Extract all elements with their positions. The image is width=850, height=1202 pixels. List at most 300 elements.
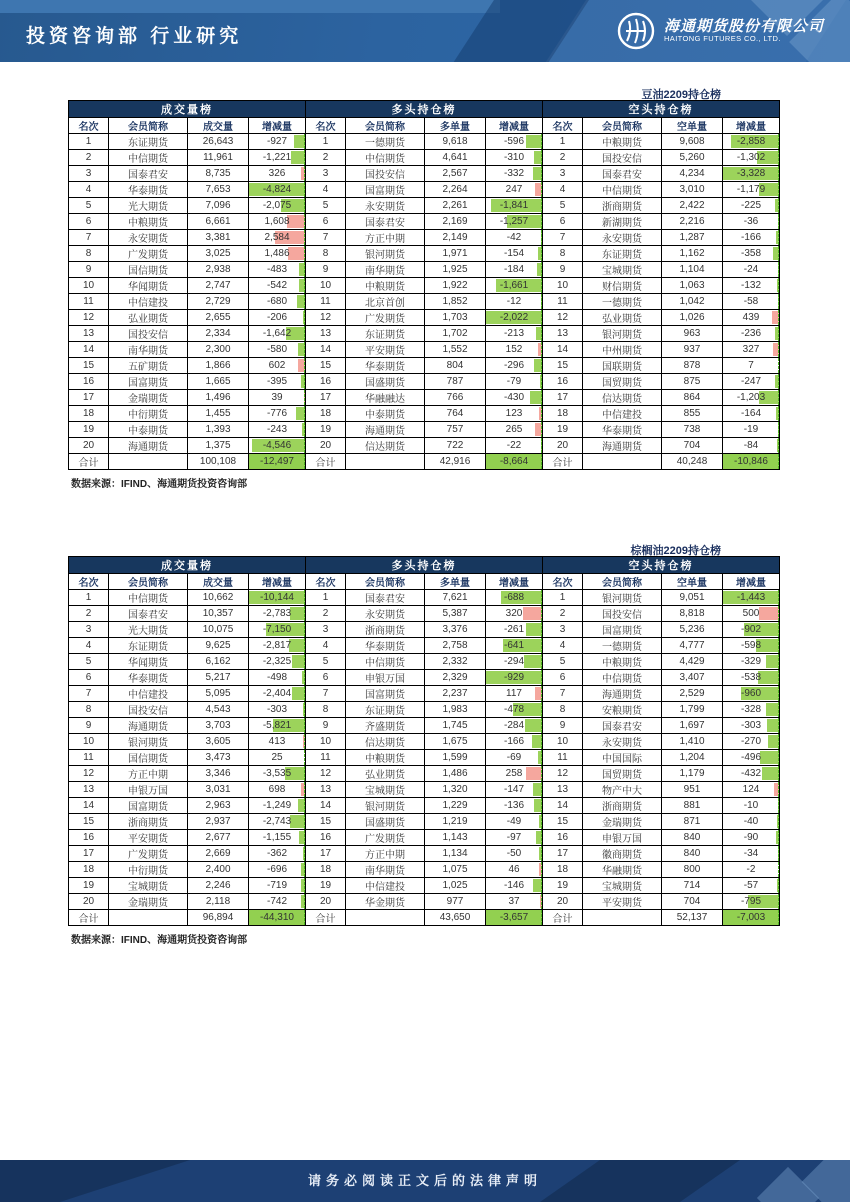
table-row: [69, 342, 780, 358]
change-cell: -696: [249, 862, 306, 878]
member-name-cell: 中信建投: [346, 878, 425, 894]
company-name-en: HAITONG FUTURES CO., LTD.: [663, 34, 781, 44]
legal-disclaimer: 请务必阅读正文后的法律声明: [307, 1173, 542, 1188]
change-bar: [776, 231, 779, 244]
change-cell: -8,664: [486, 454, 543, 470]
rank-cell: 8: [69, 702, 109, 718]
change-cell: -147: [486, 782, 543, 798]
member-name-cell: 永安期货: [346, 198, 425, 214]
member-name-cell: 金瑞期货: [109, 894, 188, 910]
quantity-cell: 1,143: [425, 830, 486, 846]
quantity-cell: 9,625: [188, 638, 249, 654]
change-bar: [301, 895, 305, 908]
member-name-cell: 国泰君安: [346, 590, 425, 606]
rank-cell: 3: [543, 622, 583, 638]
change-bar: [539, 815, 542, 828]
quantity-cell: 1,799: [662, 702, 723, 718]
quantity-cell: 5,095: [188, 686, 249, 702]
member-name-cell: 方正中期: [346, 230, 425, 246]
change-cell: -24: [723, 262, 780, 278]
change-cell: -2,858: [723, 134, 780, 150]
member-name-cell: 五矿期货: [109, 358, 188, 374]
table-row: [69, 262, 780, 278]
rank-cell: 15: [543, 814, 583, 830]
change-cell: -154: [486, 246, 543, 262]
quantity-cell: 1,486: [425, 766, 486, 782]
quantity-cell: 1,410: [662, 734, 723, 750]
rank-cell: 19: [306, 878, 346, 894]
change-bar: [762, 767, 779, 780]
member-name-cell: 国投安信: [109, 702, 188, 718]
member-name-cell: [583, 910, 662, 926]
change-bar: [288, 247, 305, 260]
rank-cell: 10: [543, 734, 583, 750]
quantity-cell: 9,618: [425, 134, 486, 150]
change-bar: [301, 783, 305, 796]
quantity-cell: 7,653: [188, 182, 249, 198]
section-header-row: [69, 101, 780, 118]
change-cell: 46: [486, 862, 543, 878]
column-header: 空单量: [662, 118, 723, 134]
quantity-cell: 1,496: [188, 390, 249, 406]
column-header-row: [69, 574, 780, 590]
table-row: [69, 798, 780, 814]
change-bar: [525, 719, 542, 732]
rank-cell: 5: [306, 654, 346, 670]
change-bar: [778, 799, 779, 812]
change-cell: 258: [486, 766, 543, 782]
member-name-cell: 方正中期: [346, 846, 425, 862]
change-bar: [534, 799, 542, 812]
change-bar: [777, 879, 779, 892]
change-cell: -680: [249, 294, 306, 310]
table-row: [69, 830, 780, 846]
change-bar: [294, 135, 305, 148]
table-row: [69, 654, 780, 670]
quantity-cell: 963: [662, 326, 723, 342]
change-bar: [301, 375, 305, 388]
change-cell: -12: [486, 294, 543, 310]
table-row: [69, 214, 780, 230]
quantity-cell: 2,938: [188, 262, 249, 278]
change-cell: -3,657: [486, 910, 543, 926]
change-cell: -247: [723, 374, 780, 390]
rank-cell: 1: [69, 134, 109, 150]
column-header: 名次: [69, 118, 109, 134]
change-cell: -84: [723, 438, 780, 454]
rank-cell: 10: [306, 734, 346, 750]
table-row: [69, 894, 780, 910]
member-name-cell: 国富期货: [346, 182, 425, 198]
table-row: [69, 326, 780, 342]
rank-cell: 19: [543, 878, 583, 894]
section-title: 成交量榜: [69, 101, 306, 118]
member-name-cell: 国泰君安: [109, 166, 188, 182]
column-header: 增减量: [723, 118, 780, 134]
change-cell: 25: [249, 750, 306, 766]
rank-cell: 17: [543, 390, 583, 406]
rank-cell: 5: [543, 654, 583, 670]
member-name-cell: 宝城期货: [109, 878, 188, 894]
member-name-cell: 国投安信: [346, 166, 425, 182]
change-cell: -97: [486, 830, 543, 846]
rank-cell: 13: [306, 326, 346, 342]
change-bar: [535, 687, 542, 700]
quantity-cell: 3,407: [662, 670, 723, 686]
change-bar: [298, 799, 305, 812]
change-cell: -776: [249, 406, 306, 422]
rank-cell: 10: [543, 278, 583, 294]
rank-cell: 9: [543, 718, 583, 734]
quantity-cell: 2,937: [188, 814, 249, 830]
member-name-cell: [346, 910, 425, 926]
quantity-cell: 5,236: [662, 622, 723, 638]
rank-cell: 8: [306, 246, 346, 262]
member-name-cell: 中粮期货: [346, 278, 425, 294]
quantity-cell: 766: [425, 390, 486, 406]
member-name-cell: 华泰期货: [346, 638, 425, 654]
change-bar: [768, 735, 779, 748]
rank-cell: 3: [69, 622, 109, 638]
change-bar: [291, 151, 305, 164]
quantity-cell: 704: [662, 438, 723, 454]
change-cell: -538: [723, 670, 780, 686]
member-name-cell: 华泰期货: [109, 182, 188, 198]
change-bar: [778, 423, 779, 436]
rank-cell: 19: [306, 422, 346, 438]
change-cell: -90: [723, 830, 780, 846]
quantity-cell: 2,332: [425, 654, 486, 670]
quantity-cell: 1,320: [425, 782, 486, 798]
change-cell: -303: [723, 718, 780, 734]
total-row: [69, 454, 780, 470]
rank-cell: 2: [69, 606, 109, 622]
rank-cell: 2: [543, 606, 583, 622]
change-bar: [537, 263, 542, 276]
column-header: 会员简称: [346, 118, 425, 134]
change-cell: -270: [723, 734, 780, 750]
rank-cell: 12: [306, 310, 346, 326]
change-bar: [301, 879, 305, 892]
member-name-cell: 中信建投: [109, 686, 188, 702]
quantity-cell: 5,387: [425, 606, 486, 622]
quantity-cell: 3,381: [188, 230, 249, 246]
change-bar: [766, 655, 779, 668]
quantity-cell: 2,334: [188, 326, 249, 342]
change-cell: -164: [723, 406, 780, 422]
member-name-cell: 中信建投: [109, 294, 188, 310]
change-bar: [530, 391, 542, 404]
member-name-cell: 国富期货: [346, 686, 425, 702]
change-bar: [297, 295, 305, 308]
change-cell: -960: [723, 686, 780, 702]
table-row: [69, 150, 780, 166]
member-name-cell: [109, 910, 188, 926]
column-header: 增减量: [249, 118, 306, 134]
rank-cell: 17: [306, 846, 346, 862]
quantity-cell: 1,745: [425, 718, 486, 734]
total-label-cell: 合计: [543, 454, 583, 470]
quantity-cell: 26,643: [188, 134, 249, 150]
member-name-cell: 广发期货: [109, 846, 188, 862]
quantity-cell: 1,229: [425, 798, 486, 814]
rank-cell: 11: [306, 750, 346, 766]
member-name-cell: 中信期货: [346, 654, 425, 670]
quantity-cell: 2,758: [425, 638, 486, 654]
quantity-cell: 2,669: [188, 846, 249, 862]
member-name-cell: 一德期货: [346, 134, 425, 150]
section-title: 成交量榜: [69, 557, 306, 574]
total-label-cell: 合计: [543, 910, 583, 926]
member-name-cell: 南华期货: [109, 342, 188, 358]
member-name-cell: 一德期货: [583, 638, 662, 654]
change-cell: 247: [486, 182, 543, 198]
quantity-cell: 2,677: [188, 830, 249, 846]
quantity-cell: 2,237: [425, 686, 486, 702]
change-bar: [538, 343, 542, 356]
table-row: [69, 278, 780, 294]
change-cell: -79: [486, 374, 543, 390]
change-bar: [536, 831, 542, 844]
rank-cell: 13: [543, 326, 583, 342]
quantity-cell: 6,661: [188, 214, 249, 230]
rank-cell: 10: [69, 278, 109, 294]
rank-cell: 20: [543, 894, 583, 910]
member-name-cell: 中信期货: [583, 182, 662, 198]
change-cell: -213: [486, 326, 543, 342]
change-cell: -7,150: [249, 622, 306, 638]
column-header: 名次: [306, 118, 346, 134]
section-title: 空头持仓榜: [543, 101, 780, 118]
column-header: 会员简称: [109, 574, 188, 590]
member-name-cell: 国泰君安: [346, 214, 425, 230]
rank-cell: 3: [69, 166, 109, 182]
table-row: [69, 606, 780, 622]
column-header-row: [69, 118, 780, 134]
change-bar: [301, 167, 305, 180]
quantity-cell: 1,599: [425, 750, 486, 766]
change-cell: -2: [723, 862, 780, 878]
quantity-cell: 1,162: [662, 246, 723, 262]
rank-cell: 5: [306, 198, 346, 214]
rank-cell: 18: [69, 406, 109, 422]
rank-cell: 14: [306, 342, 346, 358]
member-name-cell: 永安期货: [346, 606, 425, 622]
quantity-cell: 2,422: [662, 198, 723, 214]
quantity-cell: 2,264: [425, 182, 486, 198]
change-cell: -146: [486, 878, 543, 894]
change-bar: [541, 439, 542, 452]
table-row: [69, 878, 780, 894]
quantity-cell: 840: [662, 830, 723, 846]
quantity-cell: 1,179: [662, 766, 723, 782]
member-name-cell: 中粮期货: [583, 654, 662, 670]
rank-cell: 3: [306, 166, 346, 182]
position-table: [68, 100, 780, 470]
change-cell: 2,584: [249, 230, 306, 246]
member-name-cell: 华融期货: [583, 862, 662, 878]
page-header: [0, 0, 850, 62]
change-cell: -4,546: [249, 438, 306, 454]
member-name-cell: 徽商期货: [583, 846, 662, 862]
rank-cell: 14: [69, 342, 109, 358]
quantity-cell: 1,922: [425, 278, 486, 294]
quantity-cell: 738: [662, 422, 723, 438]
member-name-cell: 华金期货: [346, 894, 425, 910]
rank-cell: 19: [69, 878, 109, 894]
member-name-cell: 中信期货: [583, 670, 662, 686]
table-row: [69, 294, 780, 310]
member-name-cell: 弘业期货: [346, 766, 425, 782]
change-cell: -498: [249, 670, 306, 686]
change-cell: -296: [486, 358, 543, 374]
member-name-cell: 广发期货: [346, 830, 425, 846]
quantity-cell: 1,971: [425, 246, 486, 262]
table-title: 豆油2209持仓榜: [641, 89, 721, 101]
change-bar: [539, 863, 542, 876]
change-bar: [760, 751, 779, 764]
table-row: [69, 246, 780, 262]
table-row: [69, 590, 780, 606]
quantity-cell: 1,204: [662, 750, 723, 766]
change-cell: -40: [723, 814, 780, 830]
quantity-cell: 1,287: [662, 230, 723, 246]
rank-cell: 5: [69, 198, 109, 214]
change-cell: -34: [723, 846, 780, 862]
quantity-cell: 878: [662, 358, 723, 374]
company-logo: [616, 11, 824, 51]
change-cell: -432: [723, 766, 780, 782]
rank-cell: 14: [69, 798, 109, 814]
change-bar: [303, 703, 305, 716]
member-name-cell: 海通期货: [109, 438, 188, 454]
change-cell: 1,486: [249, 246, 306, 262]
rank-cell: 1: [543, 134, 583, 150]
rank-cell: 18: [69, 862, 109, 878]
change-cell: -10,846: [723, 454, 780, 470]
rank-cell: 15: [306, 358, 346, 374]
quantity-cell: 875: [662, 374, 723, 390]
rank-cell: 4: [306, 638, 346, 654]
member-name-cell: 国富期货: [583, 622, 662, 638]
quantity-cell: 1,703: [425, 310, 486, 326]
change-cell: -310: [486, 150, 543, 166]
column-header: 名次: [69, 574, 109, 590]
member-name-cell: 财信期货: [583, 278, 662, 294]
rank-cell: 16: [306, 374, 346, 390]
rank-cell: 7: [69, 686, 109, 702]
change-bar: [532, 735, 542, 748]
rank-cell: 11: [543, 294, 583, 310]
change-bar: [298, 359, 305, 372]
member-name-cell: 国联期货: [583, 358, 662, 374]
change-cell: -12,497: [249, 454, 306, 470]
rank-cell: 4: [306, 182, 346, 198]
change-cell: -2,075: [249, 198, 306, 214]
member-name-cell: 东证期货: [583, 246, 662, 262]
rank-cell: 20: [306, 894, 346, 910]
change-cell: 152: [486, 342, 543, 358]
change-bar: [777, 815, 779, 828]
member-name-cell: 银河期货: [109, 734, 188, 750]
member-name-cell: 中国国际: [583, 750, 662, 766]
change-bar: [536, 327, 542, 340]
change-cell: -742: [249, 894, 306, 910]
quantity-cell: 951: [662, 782, 723, 798]
quantity-cell: 1,134: [425, 846, 486, 862]
table-row: [69, 182, 780, 198]
change-cell: -430: [486, 390, 543, 406]
rank-cell: 14: [543, 342, 583, 358]
quantity-cell: 2,118: [188, 894, 249, 910]
member-name-cell: [583, 454, 662, 470]
position-table-block-palm-oil: [68, 542, 779, 946]
quantity-cell: 787: [425, 374, 486, 390]
quantity-cell: 1,063: [662, 278, 723, 294]
change-bar: [778, 263, 779, 276]
section-title: 空头持仓榜: [543, 557, 780, 574]
table-row: [69, 230, 780, 246]
change-cell: -1,661: [486, 278, 543, 294]
change-bar: [533, 783, 542, 796]
change-cell: -206: [249, 310, 306, 326]
header-strip: [0, 0, 500, 13]
quantity-cell: 2,329: [425, 670, 486, 686]
member-name-cell: 金瑞期货: [583, 814, 662, 830]
member-name-cell: 齐盛期货: [346, 718, 425, 734]
member-name-cell: 宝城期货: [583, 262, 662, 278]
quantity-cell: 937: [662, 342, 723, 358]
change-cell: -10: [723, 798, 780, 814]
quantity-cell: 1,219: [425, 814, 486, 830]
change-cell: -44,310: [249, 910, 306, 926]
member-name-cell: 银河期货: [583, 590, 662, 606]
change-bar: [772, 311, 779, 324]
change-cell: -42: [486, 230, 543, 246]
member-name-cell: 宝城期货: [583, 878, 662, 894]
member-name-cell: 信达期货: [583, 390, 662, 406]
quantity-cell: 10,357: [188, 606, 249, 622]
table-row: [69, 782, 780, 798]
quantity-cell: 5,217: [188, 670, 249, 686]
rank-cell: 8: [69, 246, 109, 262]
table-row: [69, 374, 780, 390]
change-bar: [766, 703, 779, 716]
rank-cell: 14: [306, 798, 346, 814]
section-title: 多头持仓榜: [306, 101, 543, 118]
change-cell: -902: [723, 622, 780, 638]
table-title: 棕榈油2209持仓榜: [630, 545, 721, 557]
quantity-cell: 864: [662, 390, 723, 406]
change-cell: -4,824: [249, 182, 306, 198]
member-name-cell: 华泰期货: [346, 358, 425, 374]
change-cell: -5,821: [249, 718, 306, 734]
member-name-cell: 华泰期货: [583, 422, 662, 438]
rank-cell: 17: [543, 846, 583, 862]
change-cell: -10,144: [249, 590, 306, 606]
member-name-cell: 银河期货: [583, 326, 662, 342]
quantity-cell: 3,703: [188, 718, 249, 734]
member-name-cell: 宝城期货: [346, 782, 425, 798]
rank-cell: 1: [69, 590, 109, 606]
quantity-cell: 4,429: [662, 654, 723, 670]
quantity-cell: 3,605: [188, 734, 249, 750]
quantity-cell: 40,248: [662, 454, 723, 470]
change-bar: [778, 295, 779, 308]
change-cell: -795: [723, 894, 780, 910]
rank-cell: 13: [69, 782, 109, 798]
rank-cell: 2: [69, 150, 109, 166]
